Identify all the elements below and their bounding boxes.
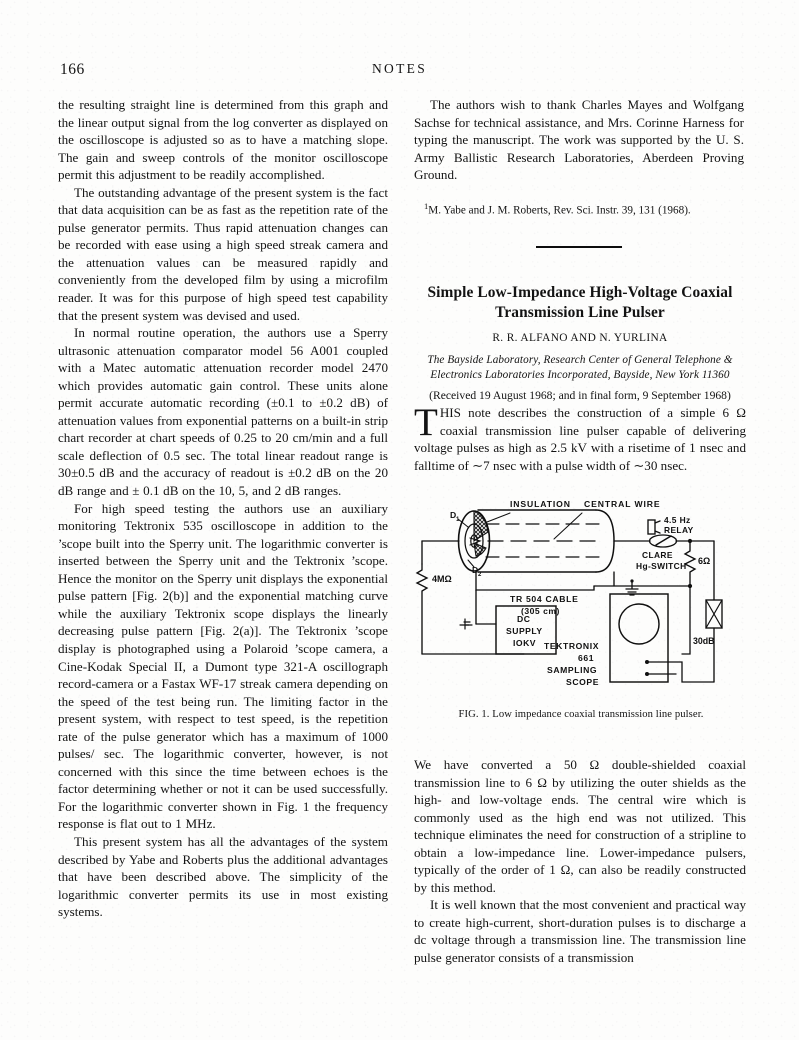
affiliation-line-1: The Bayside Laboratory, Research Center of General Telephone & [427,354,733,366]
article-received-date: (Received 19 August 1968; and in final form, 9 September 1968) [429,389,731,403]
label-scope-model: 661 [578,653,595,663]
figure-caption [414,709,748,720]
label-clare: CLARE [642,550,673,560]
label-resistor-4megohm: 4MΩ [432,574,452,584]
label-cable-type: TR 504 CABLE [510,594,579,604]
label-d1-subscript: 1 [456,517,460,523]
article-affiliation [414,353,746,382]
figure-caption-text: Low impedance coaxial transmission line pulser. [492,709,704,720]
left-text-column [58,96,388,921]
label-dc-supply-supply: SUPPLY [506,626,543,636]
section-divider-rule [536,246,622,248]
circuit-diagram [414,494,748,702]
label-scope-sampling: SAMPLING [547,665,598,675]
running-head: NOTES [372,61,427,76]
figure-caption-label: FIG. 1. [458,709,490,720]
label-insulation: INSULATION [510,499,571,509]
label-d1: D [450,510,457,520]
paragraph: For high speed testing the authors use an auxiliary monitoring Tektronix 535 oscilloscope in addition to the ’scope built into the Sperry unit. The logarithmic converter is inserted between the Sperry unit and the Tektronix ’scope. Hence the monitor on the Sperry unit displays the exponential pulse pattern [Fig. 2(b)] and the exponential matching curve while the auxiliary Tektronix scope displays the linearly decreasing pulse pattern [Fig. 2(a)]. The Tektronix ’scope display is photographed using a Polaroid ’scope camera, a Cine-Kodak Special II, a Dumont type 321-A oscillograph record-camera or a Fastax WF-17 streak camera depending on the speed of the test being run. The limiting factor in the present system, with respect to test speed, is the repetition rate of the pulse generator which has a maximum of 1000 pulses/ sec. The logarithmic converter, however, is not concerned with this since the time between echoes is the factor determining whether or not it can be used successfully. For the logarithmic converter shown in Fig. 1 the frequency response is flat out to 1 MHz. [58,500,388,832]
page-number: 166 [60,61,85,78]
article-title-line-2: Transmission Line Pulser [495,303,665,321]
label-scope-brand: TEKTRONIX [544,641,600,651]
article-title-line-1: Simple Low-Impedance High-Voltage Coaxial [427,284,733,301]
lead-text: HIS note describes the construction of a simple 6 Ω coaxial transmission line pulser capable of delivering voltage pulses as high as 2.5 kV with a risetime of 1 nsec and falltime of ∼7 nsec with a pulse width of ∼30 nsec. [414,405,746,473]
acknowledgment-paragraph: The authors wish to thank Charles Mayes and Wolfgang Sachse for technical assistance, and Mrs. Corinne Harness for typing the manuscript. The work was supported by the U. S. Army Ballistic Research Laboratories, Aberdeen Proving Ground. [414,97,744,183]
article-title [414,283,746,322]
label-relay: RELAY [664,525,694,535]
label-resistor-6ohm: 6Ω [698,556,711,566]
label-scope-scope: SCOPE [566,677,600,687]
lead-paragraph [414,401,746,474]
label-central-wire: CENTRAL WIRE [584,499,661,509]
label-dc-supply-voltage: IOKV [513,638,537,648]
footnote [414,199,744,218]
label-attenuator-30db: 30dB [693,636,715,646]
label-d2: D [472,565,479,575]
label-hg-switch: Hg-SWITCH [636,561,687,571]
article-header [414,283,746,402]
lead-paragraph-block [414,401,746,474]
drop-cap: T [414,401,438,444]
paragraph: The outstanding advantage of the present system is the fact that data acquisition can be as fast as the repetition rate of the pulse generator permits. Thus rapid attenuation changes can be recorded with ease using a high speed streak camera and the attenuation values can be measured rapidly and conveniently from the developed film by using a microfilm reader. It was for this purpose of high speed test capability that the present system was devised and used. [58,184,388,323]
right-text-column-lower [414,756,746,967]
article-authors: R. R. ALFANO AND N. YURLINA [492,332,668,344]
right-text-column [414,96,744,184]
label-d2-subscript: 2 [478,572,482,578]
paragraph: It is well known that the most convenient and practical way to create high-current, short-duration pulses is to discharge a dc voltage through a transmission line. The transmission line pulse generator consists of a transmission [414,897,746,966]
paragraph: We have converted a 50 Ω double-shielded coaxial transmission line to 6 Ω by utilizing the outer shields as the high- and low-voltage ends. The central wire which is commonly used as the high end was not utilized. This technique eliminates the need for construction of a stripline to obtain a low-impedance line. Lower-impedance pulsers, typically of the order of 1 Ω, can also be readily constructed by this method. [414,757,746,895]
label-dc-supply-dc: DC [517,614,531,624]
footnote-text: M. Yabe and J. M. Roberts, Rev. Sci. Instr. 39, 131 (1968). [428,204,691,217]
label-cable-length: (305 cm) [521,606,560,616]
label-relay-frequency: 4.5 Hz [664,515,691,525]
affiliation-line-2: Electronics Laboratories Incorporated, Bayside, New York 11360 [430,368,730,381]
paragraph: the resulting straight line is determined from this graph and the linear output signal from the log converter as displayed on the oscilloscope is adjusted so as to have a matching slope. The gain and sweep controls of the monitor oscilloscope permit this adjustment to be readily accomplished. [58,97,388,183]
footnote-marker: 1 [424,201,429,211]
figure-1 [414,494,748,720]
paragraph: In normal routine operation, the authors use a Sperry ultrasonic attenuation comparator model 56 A001 coupled with a Matec automatic attenuation recorder model 2470 which provides automatic gain control. These units alone permit accurate automatic recording (±0.1 to ±0.2 dB) of attenuation values from exponential patterns on a built-in strip chart recorder at chart speeds of 0.25 to 20 cm/min and a full scale deflection of 0.5 sec. The total linear readout range is 30±0.5 dB and the accuracy of readout is ±0.2 dB on the 20 dB range and ± 0.1 dB on the 10, 5, and 2 dB ranges. [58,325,388,499]
paragraph: This present system has all the advantages of the system described by Yabe and Roberts plus the additional advantages that have been described above. The simplicity of the logarithmic converter permits its use in most existing systems. [58,833,388,920]
